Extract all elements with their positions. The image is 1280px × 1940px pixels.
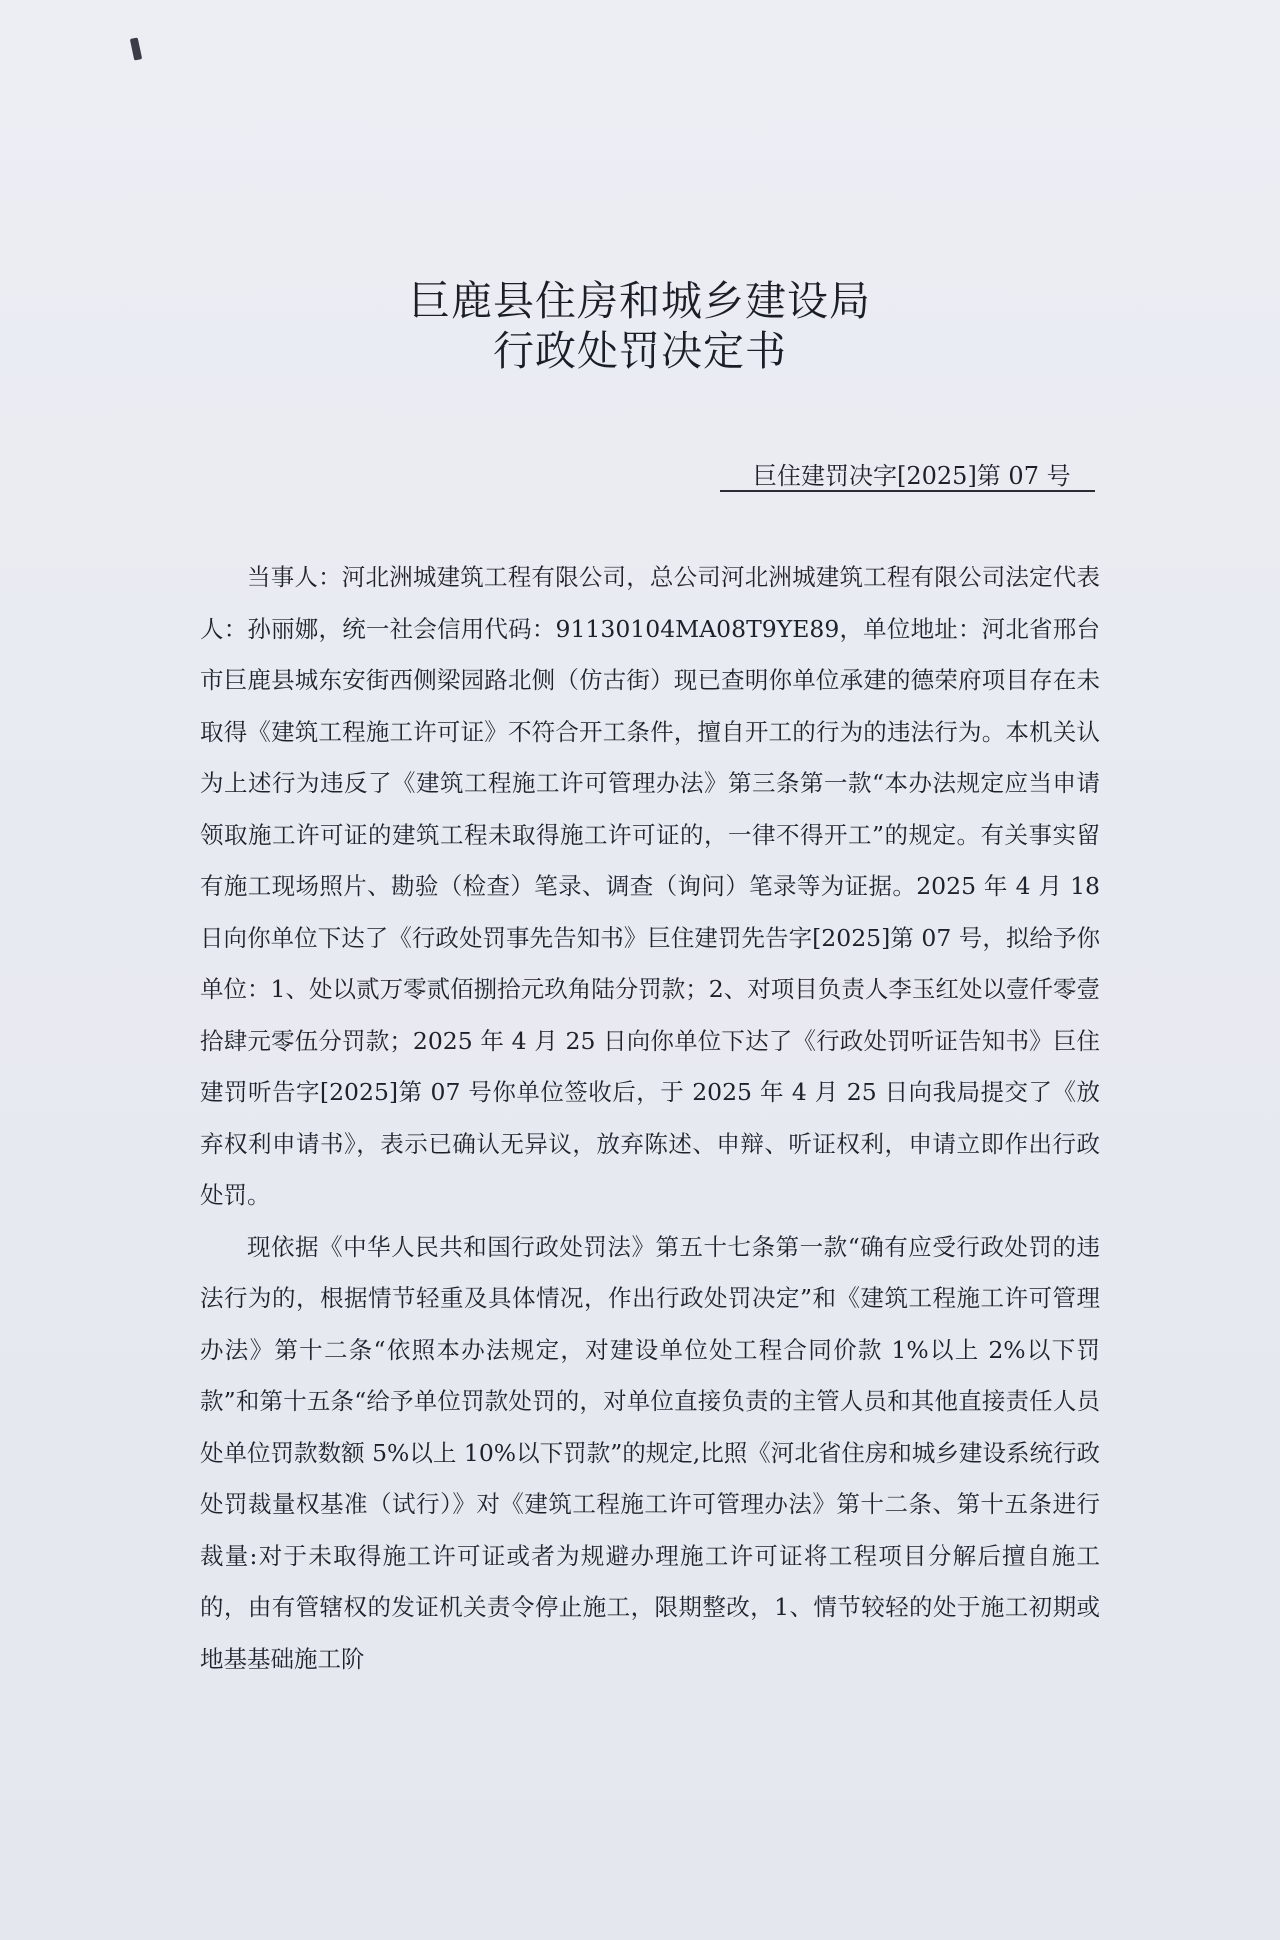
paragraph-legal-basis: 现依据《中华人民共和国行政处罚法》第五十七条第一款“确有应受行政处罚的违法行为的，根据情节轻重及具体情况，作出行政处罚决定”和《建筑工程施工许可管理办法》第十二条“依照本办法规定，对建设单位处工程合同价款 1%以上 2%以下罚款”和第十五条“给予单位罚款处罚的，对单位直接负责的主管人员和其他直接责任人员处单位罚款数额 5%以上 10%以下罚款”的规定,比照《河北省住房和城乡建设系统行政处罚裁量权基准（试行）》对《建筑工程施工许可管理办法》第十二条、第十五条进行裁量:对于未取得施工许可证或者为规避办理施工许可证将工程项目分解后擅自施工的，由有管辖权的发证机关责令停止施工，限期整改，1、情节较轻的处于施工初期或地基基础施工阶 [200, 1232, 1100, 1673]
document-title-authority: 巨鹿县住房和城乡建设局 [409, 277, 871, 325]
document-title-type: 行政处罚决定书 [493, 327, 787, 375]
pen-mark [130, 37, 142, 60]
document-number: 巨住建罚决字[2025]第 07 号 [720, 456, 1095, 492]
document-body [200, 552, 1100, 1685]
paragraph-facts: 当事人：河北洲城建筑工程有限公司，总公司河北洲城建筑工程有限公司法定代表人：孙丽娜，统一社会信用代码：91130104MA08T9YE89，单位地址：河北省邢台市巨鹿县城东安街西侧梁园路北侧（仿古街）现已查明你单位承建的德荣府项目存在未取得《建筑工程施工许可证》不符合开工条件，擅自开工的行为的违法行为。本机关认为上述行为违反了《建筑工程施工许可管理办法》第三条第一款“本办法规定应当申请领取施工许可证的建筑工程未取得施工许可证的，一律不得开工”的规定。有关事实留有施工现场照片、勘验（检查）笔录、调查（询问）笔录等为证据。2025 年 4 月 18 日向你单位下达了《行政处罚事先告知书》巨住建罚先告字[2025]第 07 号，拟给予你单位：1、处以贰万零贰佰捌拾元玖角陆分罚款；2、对项目负责人李玉红处以壹仟零壹拾肆元零伍分罚款；2025 年 4 月 25 日向你单位下达了《行政处罚听证告知书》巨住建罚听告字[2025]第 07 号你单位签收后，于 2025 年 4 月 25 日向我局提交了《放弃权利申请书》，表示已确认无异议，放弃陈述、申辩、听证权利，申请立即作出行政处罚。 [200, 563, 1100, 1209]
